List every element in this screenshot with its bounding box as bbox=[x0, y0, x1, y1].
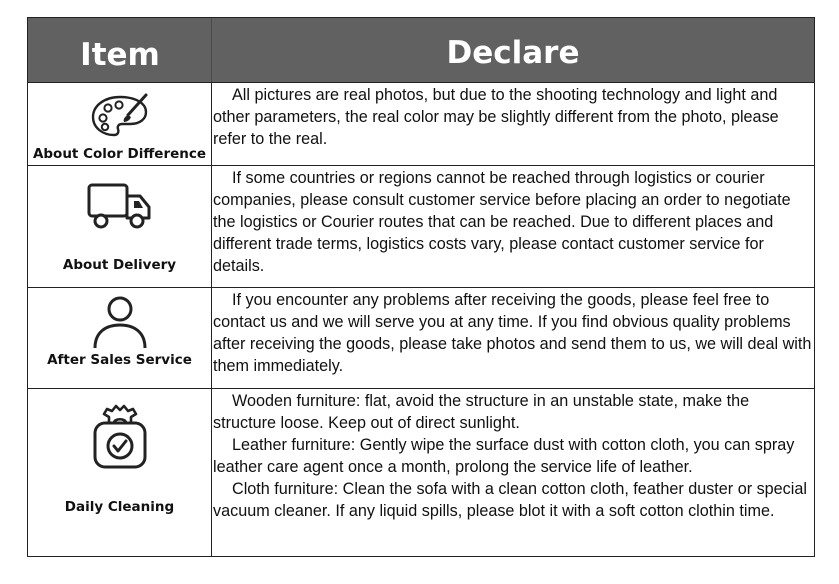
declare-text: All pictures are real photos, but due to the shooting technology and light and other parameters, the real color may be slightly different from the photo, please refer to the real. bbox=[213, 86, 779, 148]
item-label: After Sales Service bbox=[47, 352, 192, 368]
declare-cell bbox=[212, 166, 814, 287]
palette-icon bbox=[90, 91, 150, 139]
table-row-daily-cleaning bbox=[28, 388, 814, 556]
table-row-color-difference bbox=[28, 82, 814, 165]
info-table bbox=[27, 17, 815, 557]
item-cell bbox=[28, 83, 212, 165]
declare-text-leather: Leather furniture: Gently wipe the surface dust with cotton cloth, you can spray leather care agent once a month, prolong the service life of leather. bbox=[213, 436, 795, 476]
declare-text-wooden: Wooden furniture: flat, avoid the structure in an unstable state, make the structure loose. Keep out of direct sunlight. bbox=[213, 392, 750, 432]
item-cell bbox=[28, 288, 212, 388]
item-cell bbox=[28, 389, 212, 556]
declare-text-cloth: Cloth furniture: Clean the sofa with a clean cotton cloth, feather duster or special vacuum cleaner. If any liquid spills, please blot it with a soft cotton clothin time. bbox=[213, 480, 807, 520]
declare-text: If you encounter any problems after receiving the goods, please feel free to contact us and we will serve you at any time. If you find obvious quality problems after receiving the goods, please take photos and send them to us, we will deal with them immediately. bbox=[213, 291, 812, 375]
declare-text: If some countries or regions cannot be reached through logistics or courier companies, please consult customer service before placing an order to negotiate the logistics or Courier routes that can be reached. Due to different places and different trade terms, logistics costs vary, please contact customer service for details. bbox=[213, 169, 791, 275]
item-label: Daily Cleaning bbox=[64, 499, 175, 515]
item-label: About Delivery bbox=[62, 257, 177, 273]
declare-cell bbox=[212, 83, 814, 165]
declare-cell bbox=[212, 389, 814, 556]
table-row-delivery bbox=[28, 165, 814, 287]
table-header bbox=[28, 18, 814, 82]
cleaning-check-icon bbox=[87, 401, 153, 473]
person-icon bbox=[90, 294, 150, 350]
truck-icon bbox=[85, 180, 155, 232]
declare-cell bbox=[212, 288, 814, 388]
header-declare: Declare bbox=[446, 35, 580, 71]
header-item: Item bbox=[80, 37, 160, 73]
table-row-after-sales bbox=[28, 287, 814, 388]
item-label: About Color Difference bbox=[32, 146, 207, 162]
item-cell bbox=[28, 166, 212, 287]
